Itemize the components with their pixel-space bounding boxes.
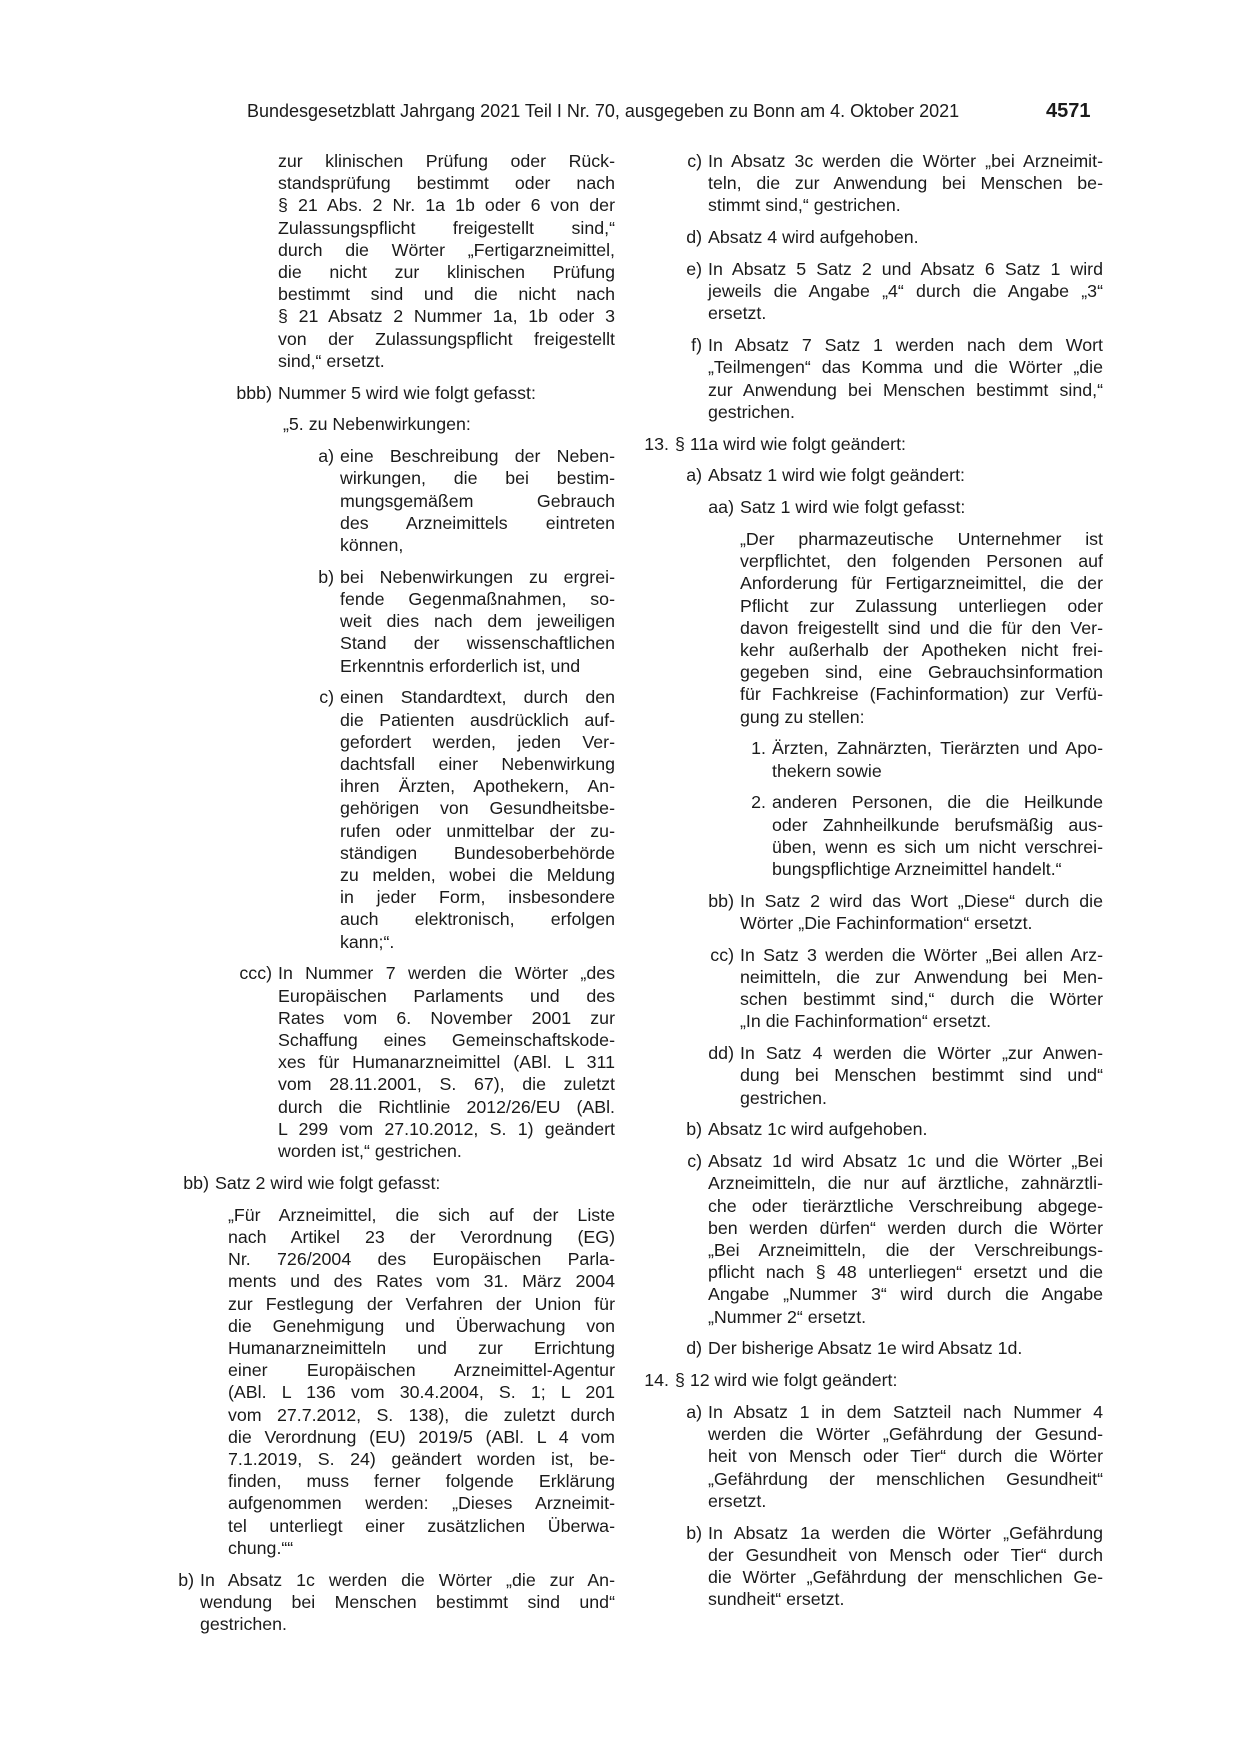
quoted-sentence-fachinfo-text-line: verpflichtet, den folgenden Personen auf — [740, 551, 1103, 572]
item-ccc-text-line: L 299 vom 27.10.2012, S. 1) geändert — [278, 1118, 615, 1139]
item-b-text-line: In Absatz 1c werden die Wörter „die zur An- — [200, 1569, 615, 1590]
continuation-paragraph-text-line: die nicht zur klinischen Prüfung — [278, 262, 615, 283]
item-bb — [180, 1172, 615, 1194]
item-e-text-line: jeweils die Angabe „4“ durch die Angabe „3“ — [708, 281, 1103, 302]
subitem-b-text-line: fende Gegenmaßnahmen, so- — [340, 589, 615, 610]
item-13-aa-text — [740, 496, 1103, 518]
item-e-text — [708, 258, 1103, 325]
item-c-text-line: stimmt sind,“ gestrichen. — [708, 195, 901, 216]
item-14-a-text-line: werden die Wörter „Gefährdung der Gesund- — [708, 1424, 1103, 1445]
subitem-b-text-line: bei Nebenwirkungen zu ergrei- — [340, 566, 615, 587]
item-ccc-text-line: Rates vom 6. November 2001 zur — [278, 1007, 615, 1028]
item-f-text-line: zur Anwendung bei Menschen bestimmt sind,“ — [708, 379, 1103, 400]
item-13-c-text — [708, 1150, 1103, 1328]
quoted-sentence-text-line: zur Festlegung der Verfahren der Union für — [228, 1293, 615, 1314]
item-13-a — [668, 464, 1103, 486]
item-14-b-text-line: die Wörter „Gefährdung der menschlichen Ge- — [708, 1567, 1103, 1588]
subitem-a-text-line: wirkungen, die bei bestim- — [340, 468, 615, 489]
quoted-sentence-text-line: tel unterliegt einer zusätzlichen Überwa- — [228, 1515, 615, 1536]
item-13-dd-text — [740, 1042, 1103, 1109]
subitem-a-text-line: mungsgemäßem Gebrauch — [340, 490, 615, 511]
item-13-dd-text-line: dung bei Menschen bestimmt sind und“ — [740, 1065, 1103, 1086]
page-header — [0, 96, 1241, 126]
item-13-text — [675, 433, 1103, 455]
item-13-bb-text-line: Wörter „Die Fachinformation“ ersetzt. — [740, 913, 1033, 934]
item-14-b-text — [708, 1522, 1103, 1611]
item-13-c-text-line: Arzneimitteln, die nur auf ärztliche, zahnärztli- — [708, 1173, 1103, 1194]
item-13-d — [668, 1337, 1103, 1359]
quoted-sentence-text-line: vom 27.7.2012, S. 138), die zuletzt durch — [228, 1404, 615, 1425]
item-f — [668, 334, 1103, 423]
continuation-paragraph-text-line: zur klinischen Prüfung oder Rück- — [278, 151, 615, 171]
subitem-b-text-line: Erkenntnis erforderlich ist, und — [340, 655, 581, 676]
item-13-cc-text-line: schen bestimmt sind,“ durch die Wörter — [740, 989, 1103, 1010]
item-ccc-text-line: Schaffung eines Gemeinschaftskode- — [278, 1030, 615, 1051]
item-14-a-text — [708, 1401, 1103, 1512]
item-13-cc — [698, 944, 1103, 1033]
item-f-text — [708, 334, 1103, 423]
item-14-a — [668, 1401, 1103, 1512]
quote-item-2-text-line: üben, wenn es sich um nicht verschrei- — [772, 836, 1103, 857]
subitem-c-text — [340, 686, 615, 952]
continuation-paragraph-text-line: § 21 Absatz 2 Nummer 1a, 1b oder 3 — [278, 306, 615, 327]
quote-item-2 — [740, 791, 1103, 880]
item-f-label: f) — [691, 335, 702, 356]
quoted-sentence-text-line: „Für Arzneimittel, die sich auf der Liste — [228, 1204, 615, 1225]
item-13-a-text — [708, 464, 1103, 486]
quoted-sentence-fachinfo-text-line: Pflicht zur Zulassung unterliegen oder — [740, 595, 1103, 616]
item-f-text-line: In Absatz 7 Satz 1 werden nach dem Wort — [708, 335, 1103, 356]
subitem-c-text-line: auch elektronisch, erfolgen — [340, 909, 615, 930]
item-ccc-text — [278, 962, 615, 1162]
subitem-a-text-line: eine Beschreibung der Neben- — [340, 446, 615, 467]
continuation-paragraph-text-line: § 21 Abs. 2 Nr. 1a 1b oder 6 von der — [278, 195, 615, 216]
right-column — [643, 150, 1103, 1620]
subitem-c-text-line: gefordert werden, jeden Ver- — [340, 731, 615, 752]
quote-item-2-text-line: anderen Personen, die die Heilkunde — [772, 792, 1103, 813]
item-ccc-text-line: In Nummer 7 werden die Wörter „des — [278, 963, 615, 984]
page-number: 4571 — [1046, 100, 1091, 122]
item-13-d-label: d) — [686, 1338, 702, 1359]
item-13 — [643, 433, 1103, 455]
item-e-text-line: ersetzt. — [708, 303, 767, 324]
item-13-c-text-line: Absatz 1d wird Absatz 1c und die Wörter „Bei — [708, 1151, 1103, 1172]
item-b-label: b) — [178, 1569, 194, 1590]
item-13-bb-text-line: In Satz 2 wird das Wort „Diese“ durch die — [740, 890, 1103, 911]
item-13-b — [668, 1118, 1103, 1140]
quote-item-1-text — [772, 737, 1103, 781]
quoted-sentence-fachinfo-text-line: gegeben sind, eine Gebrauchsinformation — [740, 662, 1103, 683]
item-13-cc-text-line: neimitteln, die zur Anwendung bei Men- — [740, 967, 1103, 988]
quoted-sentence-fachinfo-text-line: Anforderung für Fertigarzneimittel, die der — [740, 573, 1103, 594]
quote-item-2-text — [772, 791, 1103, 880]
subitem-c-text-line: zu melden, wobei die Meldung — [340, 865, 615, 886]
item-e-label: e) — [686, 259, 702, 279]
item-d — [668, 226, 1103, 248]
item-13-bb — [698, 890, 1103, 934]
subitem-c-text-line: die Patienten ausdrücklich auf- — [340, 709, 615, 730]
item-bb-text-line: Satz 2 wird wie folgt gefasst: — [215, 1172, 441, 1193]
item-c-label: c) — [687, 151, 702, 171]
item-13-c-text-line: Angabe „Nummer 3“ wird durch die Angabe — [708, 1284, 1103, 1305]
item-d-text — [708, 226, 1103, 248]
item-ccc — [210, 962, 615, 1162]
item-13-cc-text-line: In Satz 3 werden die Wörter „Bei allen Arz- — [740, 944, 1103, 965]
subitem-c-text-line: dachtsfall einer Nebenwirkung — [340, 754, 615, 775]
item-b-text — [200, 1569, 615, 1636]
item-13-dd-text-line: gestrichen. — [740, 1087, 827, 1108]
quoted-sentence-text-line: chung.““ — [228, 1537, 294, 1558]
quoted-sentence-fachinfo-text-line: kehr außerhalb der Apotheken nicht frei- — [740, 640, 1103, 661]
item-13-d-text-line: Der bisherige Absatz 1e wird Absatz 1d. — [708, 1338, 1023, 1359]
quoted-sentence-fachinfo-text-line: gung zu stellen: — [740, 706, 865, 727]
item-f-text-line: „Teilmengen“ das Komma und die Wörter „die — [708, 357, 1103, 378]
quoted-sentence-text-line: einer Europäischen Arzneimittel-Agentur — [228, 1360, 615, 1381]
subitem-c-text-line: ständigen Bundesoberbehörde — [340, 842, 615, 863]
item-14-b-text-line: In Absatz 1a werden die Wörter „Gefährdung — [708, 1522, 1103, 1543]
subitem-c-text-line: gehörigen von Gesundheitsbe- — [340, 798, 615, 819]
item-e — [668, 258, 1103, 325]
item-c-text — [708, 150, 1103, 217]
continuation-paragraph-text-line: durch die Wörter „Fertigarzneimittel, — [278, 239, 615, 260]
item-13-bb-label: bb) — [708, 890, 734, 911]
quoted-sentence-text-line: Humanarzneimitteln und zur Errichtung — [228, 1337, 615, 1358]
item-13-cc-text-line: „In die Fachinformation“ ersetzt. — [740, 1011, 992, 1032]
item-13-d-text — [708, 1337, 1103, 1359]
item-13-aa — [698, 496, 1103, 518]
item-bbb-label: bbb) — [236, 382, 272, 403]
item-ccc-text-line: worden ist,“ gestrichen. — [278, 1141, 462, 1162]
quoted-sentence-text-line: aufgenommen werden: „Dieses Arzneimit- — [228, 1493, 615, 1514]
quote-item-1-label: 1. — [751, 738, 766, 759]
subitem-b-text-line: weit dies nach dem jeweiligen — [340, 611, 615, 632]
item-13-a-text-line: Absatz 1 wird wie folgt geändert: — [708, 465, 965, 486]
item-ccc-text-line: vom 28.11.2001, S. 67), die zuletzt — [278, 1074, 615, 1095]
item-ccc-text-line: durch die Richtlinie 2012/26/EU (ABl. — [278, 1096, 615, 1117]
item-14-label: 14. — [644, 1370, 669, 1391]
item-13-cc-text — [740, 944, 1103, 1033]
quoted-sentence-text-line: die Genehmigung und Überwachung von — [228, 1315, 615, 1336]
item-c-text-line: In Absatz 3c werden die Wörter „bei Arzneimit- — [708, 151, 1103, 171]
item-ccc-text-line: xes für Humanarzneimittel (ABl. L 311 — [278, 1052, 615, 1073]
quote-item-2-text-line: oder Zahnheilkunde berufsmäßig aus- — [772, 814, 1103, 835]
quoted-sentence-text-line: die Verordnung (EU) 2019/5 (ABl. L 4 vom — [228, 1426, 615, 1447]
item-13-b-text — [708, 1118, 1103, 1140]
continuation-paragraph-text-line: standsprüfung bestimmt oder nach — [278, 173, 615, 194]
quoted-sentence-text-line: ments und des Rates vom 31. März 2004 — [228, 1271, 615, 1292]
subitem-b-text — [340, 566, 615, 677]
item-e-text-line: In Absatz 5 Satz 2 und Absatz 6 Satz 1 wird — [708, 259, 1103, 279]
item-b — [165, 1569, 615, 1636]
item-14-b-label: b) — [686, 1522, 702, 1543]
item-d-label: d) — [686, 227, 702, 248]
item-13-a-label: a) — [686, 465, 702, 486]
subitem-b-text-line: Stand der wissenschaftlichen — [340, 633, 615, 654]
subitem-a-label: a) — [318, 446, 334, 467]
quoted-sentence-fachinfo-text-line: davon freigestellt sind und die für den Ver- — [740, 617, 1103, 638]
item-13-b-label: b) — [686, 1119, 702, 1140]
quoted-sentence-text-line: nach Artikel 23 der Verordnung (EG) — [228, 1226, 615, 1247]
item-13-aa-label: aa) — [708, 497, 734, 518]
item-13-c-text-line: ben werden dürfen“ werden durch die Wörter — [708, 1217, 1103, 1238]
quoted-sentence-text — [228, 1204, 615, 1559]
quoted-sentence-text-line: finden, muss ferner folgende Erklärung — [228, 1471, 615, 1492]
subitem-c-text-line: einen Standardtext, durch den — [340, 687, 615, 708]
subitem-c-text-line: kann;“. — [340, 931, 395, 952]
item-c-text-line: teln, die zur Anwendung bei Menschen be- — [708, 173, 1103, 194]
quote-item-2-label: 2. — [751, 792, 766, 813]
item-d-text-line: Absatz 4 wird aufgehoben. — [708, 227, 919, 248]
quote-item-1-text-line: thekern sowie — [772, 760, 882, 781]
continuation-paragraph-text-line: bestimmt sind und die nicht nach — [278, 284, 615, 305]
subitem-c-text-line: rufen oder unmittelbar der zu- — [340, 820, 615, 841]
item-13-dd — [698, 1042, 1103, 1109]
continuation-paragraph — [278, 150, 615, 372]
item-13-b-text-line: Absatz 1c wird aufgehoben. — [708, 1119, 928, 1140]
item-13-c-label: c) — [687, 1151, 702, 1172]
quote-item-1 — [740, 737, 1103, 781]
item-14-b — [668, 1522, 1103, 1611]
continuation-paragraph-text-line: von der Zulassungspflicht freigestellt — [278, 328, 615, 349]
quoted-sentence-fachinfo-text-line: für Fachkreise (Fachinformation) zur Verfü- — [740, 684, 1103, 705]
item-bb-label: bb) — [183, 1172, 209, 1193]
quote-item-2-text-line: bungspflichtige Arzneimittel handelt.“ — [772, 859, 1062, 880]
item-c — [668, 150, 1103, 217]
subitem-c-text-line: in jeder Form, insbesondere — [340, 887, 615, 908]
item-13-dd-text-line: In Satz 4 werden die Wörter „zur Anwen- — [740, 1043, 1103, 1064]
item-14-text — [675, 1369, 1103, 1391]
subitem-a — [308, 445, 615, 556]
item-b-text-line: gestrichen. — [200, 1613, 287, 1634]
item-13-text-line: § 11a wird wie folgt geändert: — [675, 433, 906, 454]
item-13-label: 13. — [644, 433, 669, 454]
subitem-a-text-line: des Arzneimittels eintreten — [340, 512, 615, 533]
item-bbb-text-line: Nummer 5 wird wie folgt gefasst: — [278, 382, 536, 403]
item-13-c-text-line: pflicht nach § 48 unterliegen“ ersetzt und die — [708, 1262, 1103, 1283]
item-ccc-label: ccc) — [239, 963, 272, 984]
quoted-sentence-fachinfo-text-line: „Der pharmazeutische Unternehmer ist — [740, 529, 1103, 549]
item-14-b-text-line: sundheit“ ersetzt. — [708, 1589, 845, 1610]
subitem-a-text — [340, 445, 615, 556]
item-13-c — [668, 1150, 1103, 1328]
quoted-sentence-text-line: (ABl. L 136 vom 30.4.2004, S. 1; L 201 — [228, 1382, 615, 1403]
left-column — [165, 150, 615, 1645]
quoted-sentence-text-line: Nr. 726/2004 des Europäischen Parla- — [228, 1249, 615, 1270]
item-ccc-text-line: Europäischen Parlaments und des — [278, 985, 615, 1006]
subitem-c-label: c) — [319, 687, 334, 708]
item-nr5-heading: „5. zu Nebenwirkungen: — [283, 414, 471, 435]
item-13-c-text-line: „Bei Arzneimitteln, die der Verschreibungs- — [708, 1240, 1103, 1261]
continuation-paragraph-text-line: Zulassungspflicht freigestellt sind,“ — [278, 217, 615, 238]
item-bb-text — [215, 1172, 615, 1194]
item-14-a-text-line: heit von Mensch oder Tier“ durch die Wörter — [708, 1446, 1103, 1467]
item-14-a-label: a) — [686, 1402, 702, 1423]
gazette-title: Bundesgesetzblatt Jahrgang 2021 Teil I Nr. 70, ausgegeben zu Bonn am 4. Oktober 2021 — [247, 101, 960, 121]
item-14-a-text-line: In Absatz 1 in dem Satzteil nach Nummer 4 — [708, 1402, 1103, 1423]
item-13-aa-text-line: Satz 1 wird wie folgt gefasst: — [740, 497, 966, 518]
item-b-text-line: wendung bei Menschen bestimmt sind und“ — [200, 1591, 615, 1612]
item-13-cc-label: cc) — [710, 944, 734, 965]
subitem-b — [308, 566, 615, 677]
continuation-paragraph-text — [278, 150, 615, 372]
item-14-text-line: § 12 wird wie folgt geändert: — [675, 1370, 898, 1391]
quote-item-1-text-line: Ärzten, Zahnärzten, Tierärzten und Apo- — [772, 738, 1103, 759]
item-14 — [643, 1369, 1103, 1391]
subitem-c — [308, 686, 615, 952]
quoted-sentence-fachinfo — [740, 528, 1103, 728]
item-13-dd-label: dd) — [708, 1043, 734, 1064]
subitem-a-text-line: können, — [340, 535, 404, 556]
subitem-b-label: b) — [318, 566, 334, 587]
item-14-a-text-line: „Gefährdung der menschlichen Gesundheit“ — [708, 1468, 1103, 1489]
item-13-c-text-line: „Nummer 2“ ersetzt. — [708, 1306, 867, 1327]
item-f-text-line: gestrichen. — [708, 401, 795, 422]
item-13-bb-text — [740, 890, 1103, 934]
item-bbb — [210, 382, 615, 404]
quoted-sentence-fachinfo-text — [740, 528, 1103, 728]
quoted-sentence-text-line: 7.1.2019, S. 24) geändert worden ist, be- — [228, 1448, 615, 1469]
item-14-b-text-line: der Gesundheit von Mensch oder Tier“ durch — [708, 1544, 1103, 1565]
item-bbb-text — [278, 382, 615, 404]
continuation-paragraph-text-line: sind,“ ersetzt. — [278, 350, 385, 371]
item-14-a-text-line: ersetzt. — [708, 1490, 767, 1511]
quoted-sentence — [228, 1204, 615, 1559]
item-13-c-text-line: che oder tierärztliche Verschreibung abgege- — [708, 1195, 1103, 1216]
subitem-c-text-line: ihren Ärzten, Apothekern, An- — [340, 776, 615, 797]
